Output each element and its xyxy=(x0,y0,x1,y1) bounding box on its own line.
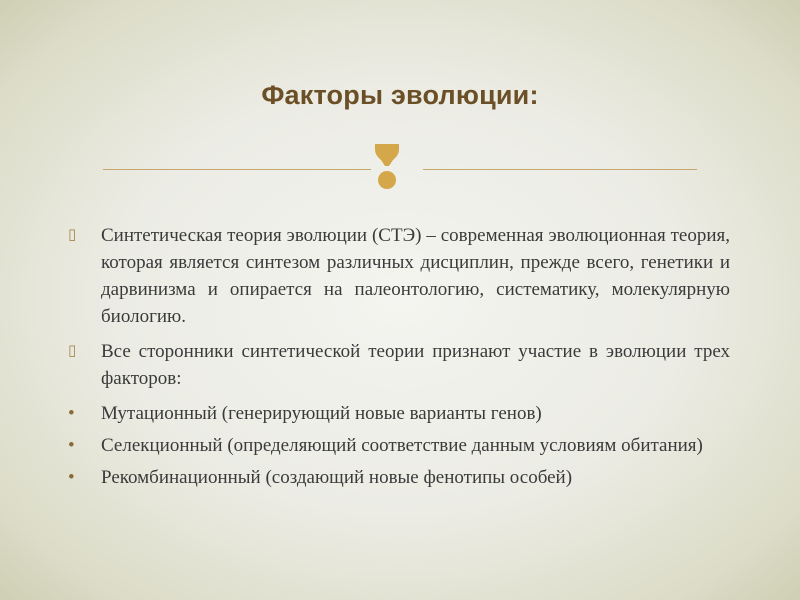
square-bullet-icon: ▯ xyxy=(68,227,77,243)
exclamation-ornament-icon xyxy=(372,142,402,190)
list-item-text: Все сторонники синтетической теории признают участие в эволюции трех факторов: xyxy=(101,341,730,389)
list-item xyxy=(68,338,730,392)
list-item-text: Синтетическая теория эволюции (СТЭ) – современная эволюционная теория, которая является синтезом различных дисциплин, прежде всего, генетики и дарвинизма и опирается на палеонтологию, систематику, молекулярную биологию. xyxy=(101,225,730,327)
list-item xyxy=(68,464,730,491)
square-bullet-icon: ▯ xyxy=(68,343,77,359)
slide-content xyxy=(68,222,730,496)
list-item-text: Рекомбинационный (создающий новые фенотипы особей) xyxy=(101,467,573,488)
dot-bullet-icon: • xyxy=(68,467,75,488)
slide-title: Факторы эволюции: xyxy=(261,80,539,110)
dot-bullet-icon: • xyxy=(68,403,75,424)
list-item-text: Мутационный (генерирующий новые варианты генов) xyxy=(101,403,542,424)
list-item-text: Селекционный (определяющий соответствие данным условиям обитания) xyxy=(101,435,703,456)
divider-right-line xyxy=(423,169,697,170)
list-item xyxy=(68,400,730,427)
dot-bullet-icon: • xyxy=(68,435,75,456)
divider-left-line xyxy=(103,169,371,170)
list-item xyxy=(68,432,730,459)
list-item xyxy=(68,222,730,330)
